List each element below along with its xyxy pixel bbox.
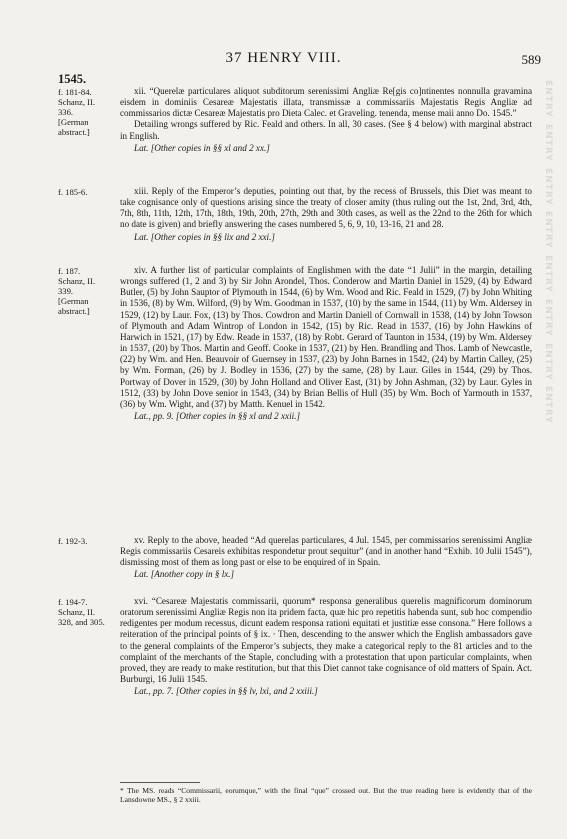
library-stamp-watermark: ENTRY ENTRY ENTRY ENTRY ENTRY ENTRY ENTRY ENTRY [543,80,553,425]
year-heading: 1545. [58,72,87,86]
paragraph: xiii. Reply of the Emperor’s deputies, pointing out that, by the recess of Brussels, this Diet was meant to take cognisance only of questions arising since the treaty of closer amity (thus ruling out the 1st, 2nd, 3rd, 4th, 7th, 8th, 11th, 12th, 17th, 18th, 19th, 20th, 27th, 29th and 30th cases, as well as the 22nd to the 26th for which no date is given) and briefly answering the cases numbered 5, 6, 9, 10, 13-16, 21 and 28. [120,186,532,230]
paragraph: xvi. “Cesareæ Majestatis commissarii, quorum* responsa generalibus querelis magnificorum dominorum oratorum serenissimi Angliæ Regis non ita pridem facta, quæ hic pro repetitis habenda sunt, sub hoc compendio redigentes per modum recessus, dicunt eadem responsa rationi equitati et justitiæ esse consona.” Here follows a reiteration of the principal points of § ix. · Then, descending to the answer which the English ambassadors gave to the general complaints of the Emperor’s subjects, they make a categorical reply to the 81 articles and to the complaint of the merchants of the Staple, concluding with a protestation that upon particular complaints, when proved, they are ready to make restitution, but that this Diet cannot take cognisance of old matters of Spain. Act. Burburgi, 16 Julii 1545. [120,596,532,685]
entry-body [120,186,532,243]
entry-body [120,86,532,154]
lat-note: Lat., pp. 7. [Other copies in §§ lv, lxi, and 2 xxiii.] [134,686,318,697]
margin-note: f. 187. Schanz, II. 339. [German abstract.] [58,266,95,316]
paragraph: xiv. A further list of particular complaints of Englishmen with the date “1 Julii” in the margin, detailing wrongs suffered (1, 2 and 3) by Sir John Arondel, Thos. Conderow and Martin Daniel in 1529, (4) by Edward Butler, (5) by John Sauptor of Plymouth in 1544, (6) by Wm. Wood and Ric. Feald in 1529, (7) by John Whiting in 1536, (8) by Wm. Wilford, (9) by Wm. Goodman in 1537, (10) by the same in 1544, (11) by Wm. Aldersey in 1529, (12) by Laur. Fox, (13) by Thos. Cowdron and Martin Daniell of Cornwall in 1538, (14) by John Towson of Plymouth and Adam Wintrop of London in 1542, (15) by Ric. Read in 1537, (16) by John Hawkins of Harwich in 1521, (17) by Edw. Reade in 1537, (18) by Robt. Gerard of Taunton in 1534, (19) by Wm. Aldersey in 1537, (20) by Thos. Martin and Geoff. Cooke in 1537, (21) by Hen. Brandling and Thos. Lamb of Newcastle, (22) by Wm. and Hen. Beauvoir of Guernsey in 1537, (23) by John Barnes in 1542, (24) by Martin Calley, (25) by Wm. Forman, (26) by J. Bodley in 1536, (27) by the same, (28) by Laur. Giles in 1544, (29) by Thos. Portway of Dover in 1529, (30) by John Holland and Oliver East, (31) by John Ashman, (32) by Laur. Gyles in 1512, (33) by John Dove senior in 1543, (34) by Brian Bellis of Hull (35) by Wm. Boch of Yarmouth in 1537, (36) by Wm. Wight, and (37) by Matth. Kenuel in 1542. [120,265,532,409]
paragraph: Detailing wrongs suffered by Ric. Feald and others. In all, 30 cases. (See § 4 below) with marginal abstract in English. [120,119,532,141]
entry-body [120,265,532,422]
paragraph: xii. “Querelæ particulares aliquot subditorum serenissimi Angliæ Re[gis co]ntinentes nonnulla gravamina eisdem in dominiis Cesareæ Majestatis illata, transmissæ a commissariis Majestatis Regis Angliæ ad commissarios dictæ Cesareæ Majestatis pro Dieta Calec. et Graveling. tenenda, mense maii anno Do. 1545.” [120,86,532,119]
paragraph: xv. Reply to the above, headed “Ad querelas particulares, 4 Jul. 1545, per commissarios serenissimi Angliæ Regis commissariis Cesareis exhibitas respondetur prout sequitur” (and in another hand “Exhib. 10 Julii 1545”), dismissing most of them as long past or else to be enquired of in Spain. [120,535,532,568]
lat-note: Lat. [Other copies in §§ xl and 2 xx.] [134,142,270,153]
lat-note: Lat. [Other copies in §§ lix and 2 xxi.] [134,231,275,242]
page-number: 589 [521,52,541,67]
footnote: * The MS. reads “Commissarii, eorumque,” with the final “que” crossed out. But the true reading here is evidently that of the Lansdowne MS., § 2 xxiii. [120,786,532,805]
entry-body [120,596,532,697]
margin-note: f. 185-6. [58,187,88,197]
lat-note: Lat., pp. 9. [Other copies in §§ xl and 2 xxii.] [134,411,301,422]
entry-body [120,535,532,581]
margin-note: f. 181-84. Schanz, II. 336. [German abstract.] [58,87,95,137]
margin-note: f. 194-7. Schanz, II. 328, and 305. [58,597,105,627]
running-title: 37 HENRY VIII. [225,50,342,66]
page-header [0,50,567,72]
margin-note: f. 192-3. [58,536,88,546]
footnote-rule [120,782,200,783]
lat-note: Lat. [Another copy in § lx.] [134,569,235,580]
